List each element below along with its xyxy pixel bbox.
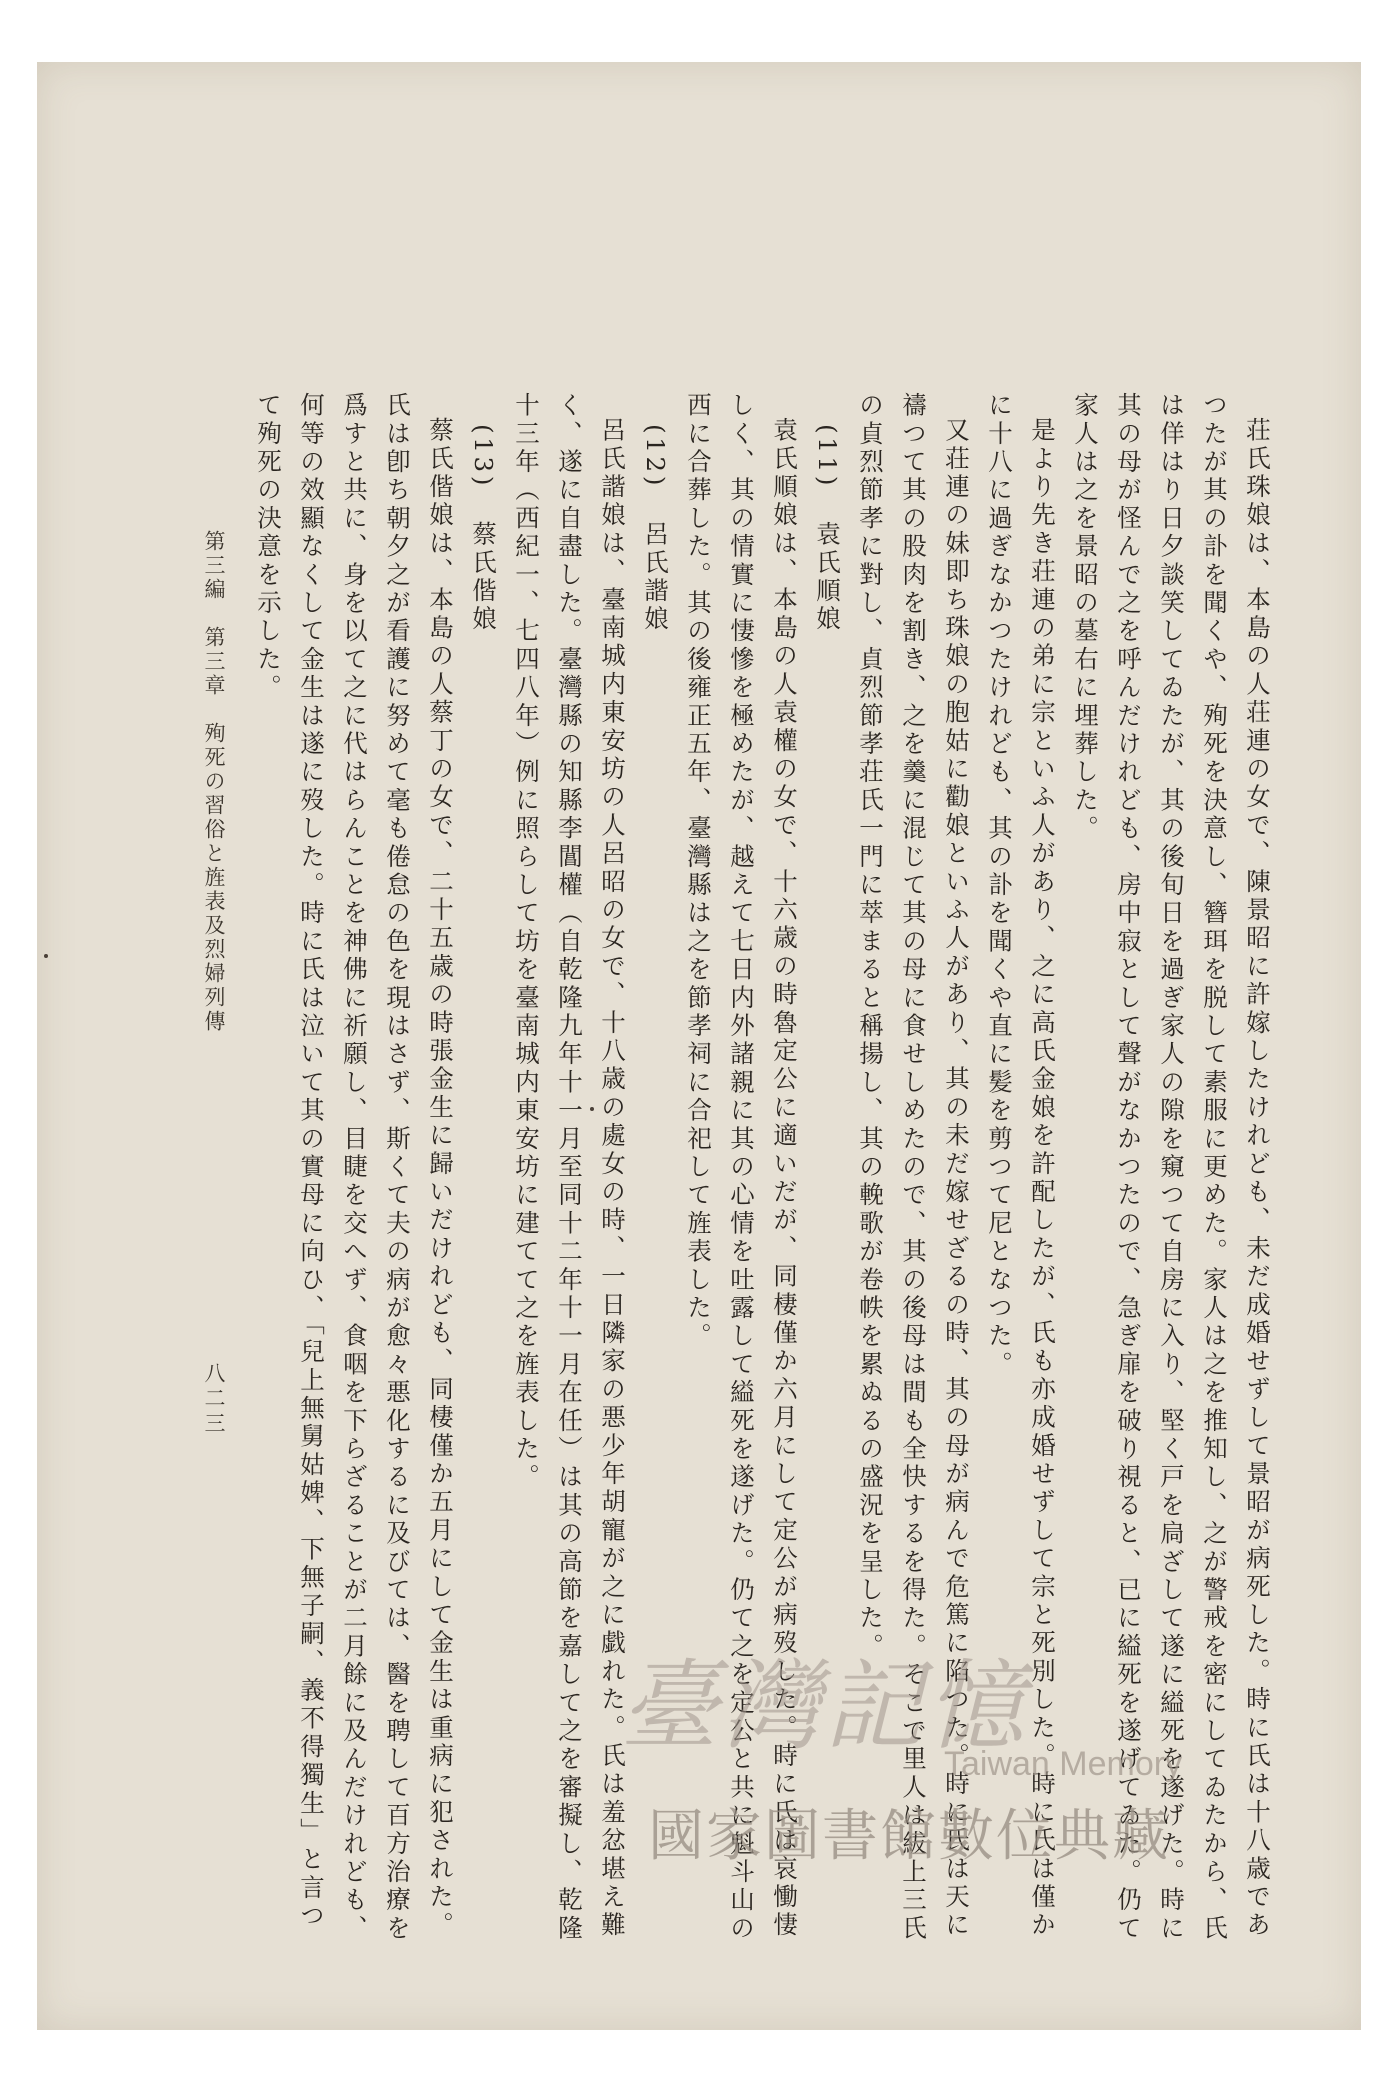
section-heading-13 <box>462 392 505 1952</box>
paragraph-lu-xieniang: 呂氏諧娘は、臺南城内東安坊の人呂昭の女で、十八歳の處女の時、一日隣家の悪少年胡寵が之に戯れた。氏は羞忿堪え難く、遂に自盡した。臺灣縣の知縣李閶權（自乾隆九年十一月至同十二年十一月在任）は其の高節を嘉して之を審擬し、乾隆十三年（西紀一、七四八年）例に照らして坊を臺南城内東安坊に建てて之を旌表した。 <box>512 392 627 1943</box>
section-title: 呂氏諧娘 <box>641 520 670 634</box>
watermark-logo: 臺灣記憶 <box>620 1650 1029 1764</box>
paragraph-yuan-shunniang: 袁氏順娘は、本島の人袁權の女で、十六歳の時魯定公に適いだが、同棲僅か六月にして定公が病歿した。時に氏は哀慟悽しく、其の情實に悽慘を極めたが、越えて七日内外諸親に其の心情を吐露して縊死を遂げた。仍て之を定公と共に魁斗山の西に合葬した。其の後雍正五年、臺灣縣は之を節孝祠に合祀して旌表した。 <box>684 392 799 1943</box>
running-head: 第三編 第三章 殉死の習俗と旌表及烈婦列傳 <box>202 530 226 1034</box>
paragraph-gao-jinniang: 是より先き荘連の弟に宗といふ人があり、之に高氏金娘を許配したが、氏も亦成婚せずして宗と死別した。時に氏は僅かに十八に過ぎなかつたけれども、其の訃を聞くや直に髪を剪つて尼となつた。 <box>985 392 1057 1940</box>
section-title: 袁氏順娘 <box>813 520 842 634</box>
section-number: (13) <box>469 423 498 489</box>
section-title: 蔡氏偕娘 <box>469 520 498 634</box>
section-number: (11) <box>813 423 842 489</box>
paragraph-cai-xieniang: 蔡氏偕娘は、本島の人蔡丁の女で、二十五歳の時張金生に歸いだけれども、同棲僅か五月にして金生は重病に犯された。氏は卽ち朝夕之が看護に努めて毫も倦怠の色を現はさず、斯くて夫の病が愈々悪化するに及びては、醫を聘して百方治療を爲すと共に、身を以て之に代はらんことを神佛に祈願し、目睫を交へず、食咽を下らざることが二月餘に及んだけれども、何等の效顯なくして金生は遂に歿した。時に氏は泣いて其の實母に向ひ、「兒上無舅姑婢、下無子嗣、義不得獨生」と言つて殉死の決意を示した。 <box>254 392 455 1943</box>
ink-speck <box>590 1107 594 1111</box>
section-number: (12) <box>641 423 670 489</box>
paragraph-quanniang: 又荘連の妹即ち珠娘の胞姑に勸娘といふ人があり、其の未だ嫁せざるの時、其の母が病んで危篤に陷つた。時に氏は天に禱つて其の股肉を割き、之を羹に混じて其の母に食せしめたので、其の後母は間も全快するを得た。そこで里人は紱上三氏の貞烈節孝に對し、貞烈節孝荘氏一門に萃まると稱揚し、其の輓歌が卷帙を累ぬるの盛況を呈した。 <box>856 392 971 1943</box>
ink-speck <box>44 954 48 958</box>
page-number: 八二三 <box>202 1362 226 1437</box>
paragraph-zhuang-zhuniang: 荘氏珠娘は、本島の人荘連の女で、陳景昭に許嫁したけれども、未だ成婚せずして景昭が病死した。時に氏は十八歳であつたが其の訃を聞くや、殉死を決意し、簪珥を脱して素服に更めた。家人は之を推知し、之が警戒を密にしてゐたから、氏は佯はり日夕談笑してゐたが、其の後旬日を過ぎ家人の隙を窺つて自房に入り、堅く戸を扃ざして遂に縊死を遂げた。時に其の母が怪んで之を呼んだけれども、房中寂として聲がなかつたので、急ぎ扉を破り視ると、已に縊死を遂げてゐた。仍て家人は之を景昭の墓右に埋葬した。 <box>1071 392 1272 1943</box>
watermark-library-name: 國家圖書館數位典藏 <box>648 1804 1170 1869</box>
watermark-latin-text: Taiwan Memory <box>944 1745 1183 1783</box>
